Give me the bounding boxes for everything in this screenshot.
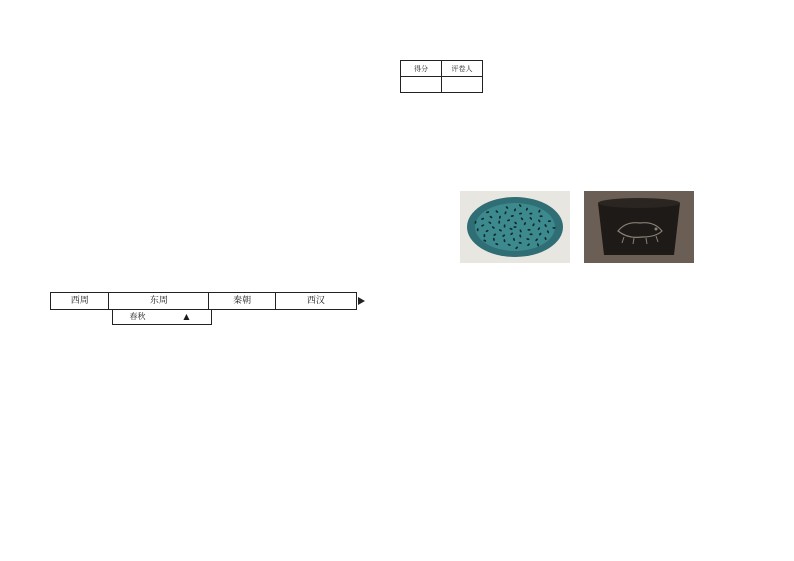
choice-questions [40, 40, 390, 540]
answer-blank[interactable] [400, 379, 760, 393]
q22-option[interactable] [215, 426, 390, 437]
q20-option[interactable] [215, 338, 390, 349]
q20-option[interactable] [215, 349, 390, 360]
score-label: 得分 [401, 61, 442, 77]
artifact-bowl-image [584, 191, 694, 270]
q17-options [40, 194, 390, 205]
q19-option[interactable] [215, 249, 390, 260]
q19-options [40, 260, 390, 271]
q20-option[interactable] [40, 349, 215, 360]
sub-questions [400, 318, 760, 457]
q18-options [40, 227, 390, 238]
right-column [400, 60, 760, 540]
grader-label: 评卷人 [442, 61, 483, 77]
q19-option[interactable] [215, 260, 390, 271]
q14-options [40, 84, 390, 95]
q15-option[interactable] [215, 106, 390, 117]
material-1-line [400, 159, 760, 170]
answer-blank[interactable] [400, 429, 760, 443]
q16-options [40, 150, 390, 161]
artifact-images [460, 191, 760, 270]
q18-option[interactable] [215, 227, 390, 238]
sub-q1 [400, 318, 760, 329]
q15-stem [40, 95, 390, 106]
question-26 [400, 104, 760, 457]
answer-blank[interactable] [400, 340, 760, 354]
pig-pattern-bowl-photo [584, 191, 694, 263]
score-cell[interactable] [401, 77, 442, 93]
q14-stem [40, 40, 390, 51]
q21-option[interactable] [40, 382, 215, 393]
q18-option[interactable] [40, 227, 215, 238]
q17-stem [40, 172, 390, 183]
q15-options [40, 117, 390, 128]
q15-options [40, 106, 390, 117]
q15-option[interactable] [215, 117, 390, 128]
q14-option[interactable] [40, 73, 215, 84]
material-3-line [400, 274, 760, 285]
grader-cell[interactable] [442, 77, 483, 93]
q24-stem [40, 481, 390, 492]
q22-option[interactable] [215, 415, 390, 426]
q14-option[interactable] [215, 73, 390, 84]
q20-stem [40, 271, 390, 282]
q15-option[interactable] [40, 117, 215, 128]
q14-stem [40, 62, 390, 73]
q17-options [40, 183, 390, 194]
history-timeline [40, 288, 390, 330]
q20-option[interactable] [40, 338, 215, 349]
q23-option[interactable] [40, 470, 215, 481]
q22-options [40, 426, 390, 437]
material-1-line [400, 148, 760, 159]
q22-option[interactable] [40, 415, 215, 426]
material-3-line [400, 307, 760, 318]
answer-blank[interactable] [400, 443, 760, 457]
q19-options [40, 249, 390, 260]
q24-option[interactable] [40, 492, 215, 503]
q22-options [40, 415, 390, 426]
q24-options [40, 492, 390, 503]
q17-option[interactable] [40, 194, 215, 205]
material-1-line [400, 115, 760, 126]
q25-option[interactable] [40, 525, 215, 536]
material-3 [400, 274, 760, 318]
q25-options [40, 525, 390, 536]
q24-option[interactable] [40, 503, 215, 514]
q23-options [40, 459, 390, 470]
q21-stem [40, 371, 390, 382]
q18-options [40, 216, 390, 227]
q17-option[interactable] [215, 194, 390, 205]
q16-option[interactable] [40, 150, 215, 161]
timeline-period: 秦朝 [209, 293, 275, 309]
material-3-line [400, 285, 760, 296]
q16-option[interactable] [40, 139, 215, 150]
q19-option[interactable] [40, 260, 215, 271]
q21-option[interactable] [40, 393, 215, 404]
q21-option[interactable] [215, 393, 390, 404]
q18-option[interactable] [40, 216, 215, 227]
q19-stem [40, 238, 390, 249]
timeline-period: 东周 [109, 293, 209, 309]
q24-options [40, 503, 390, 514]
q16-option[interactable] [215, 150, 390, 161]
q23-option[interactable] [215, 459, 390, 470]
answer-blank[interactable] [400, 393, 760, 407]
q16-option[interactable] [215, 139, 390, 150]
q25-option[interactable] [215, 525, 390, 536]
q14-option[interactable] [215, 84, 390, 95]
timeline-arrow-icon [358, 297, 365, 305]
timeline-period: 西汉 [306, 296, 325, 306]
q23-stem [40, 448, 390, 459]
material-1-line [400, 137, 760, 148]
q21-option[interactable] [215, 382, 390, 393]
q18-stem [40, 205, 390, 216]
sub-q3 [400, 418, 760, 429]
q20-options [40, 338, 390, 349]
q18-option[interactable] [215, 216, 390, 227]
score-box [400, 60, 483, 93]
q16-stem [40, 128, 390, 139]
q25-options [40, 536, 390, 540]
left-column [40, 40, 390, 540]
q23-options [40, 470, 390, 481]
q19-option[interactable] [40, 249, 215, 260]
timeline-chunqiu: 春秋 [129, 312, 146, 321]
q24-option[interactable] [215, 503, 390, 514]
timeline-subperiod [112, 309, 212, 325]
timeline-blank-marker: ▲ [183, 312, 190, 321]
q25-option[interactable] [215, 536, 390, 540]
q23-option[interactable] [215, 470, 390, 481]
q24-option[interactable] [215, 492, 390, 503]
material-3-line [400, 296, 760, 307]
q22-stem [40, 404, 390, 415]
material-1 [400, 115, 760, 170]
q17-stem [40, 161, 390, 172]
sub-q1 [400, 329, 760, 340]
q26-title [400, 104, 760, 115]
q25-stem [40, 514, 390, 525]
timeline-bar [50, 292, 357, 310]
q16-options [40, 139, 390, 150]
answer-blank[interactable] [400, 354, 760, 368]
rice-grains-photo [460, 191, 570, 263]
q17-option[interactable] [40, 183, 215, 194]
q21-stem [40, 360, 390, 371]
q23-stem [40, 437, 390, 448]
material-1-line [400, 126, 760, 137]
q21-options [40, 393, 390, 404]
sub-q3 [400, 407, 760, 418]
q20-options [40, 349, 390, 360]
q14-options [40, 73, 390, 84]
q14-stem [40, 51, 390, 62]
q22-option[interactable] [40, 426, 215, 437]
q23-option[interactable] [40, 459, 215, 470]
q25-option[interactable] [40, 536, 215, 540]
timeline-period: 西周 [51, 293, 109, 309]
q17-option[interactable] [215, 183, 390, 194]
artifact-rice-image [460, 191, 570, 270]
rice-grain [513, 226, 516, 228]
q14-option[interactable] [40, 84, 215, 95]
material-2-label [400, 170, 760, 181]
sub-q2 [400, 368, 760, 379]
q15-option[interactable] [40, 106, 215, 117]
q21-options [40, 382, 390, 393]
